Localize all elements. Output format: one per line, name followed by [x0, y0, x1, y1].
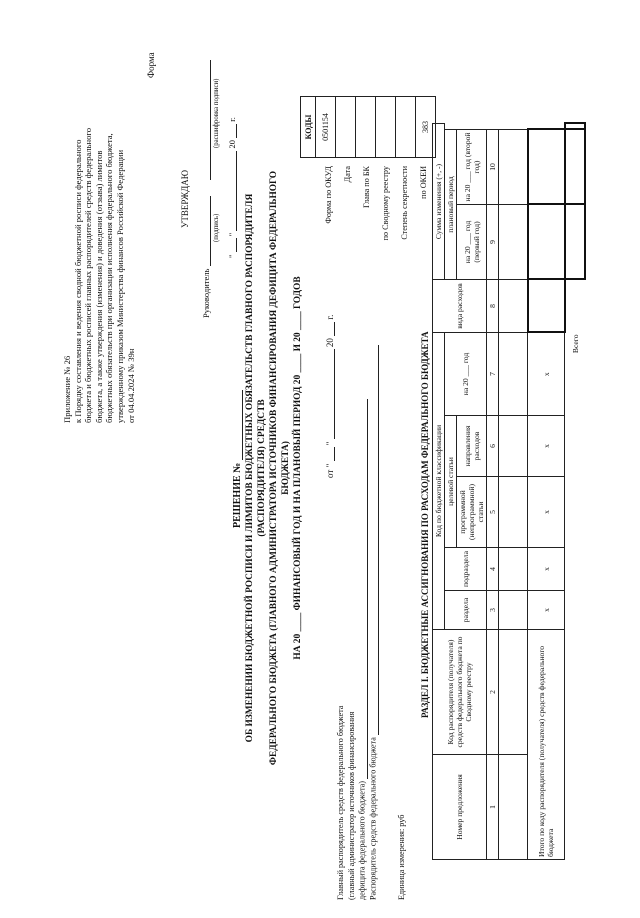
appendix-block: [62, 31, 136, 423]
decision-number: [232, 390, 243, 528]
col-first-year: на 20 ___ год (первый год): [457, 205, 487, 280]
total-label: Итого по коду распорядителя (получателя) средств федерального бюджета: [528, 630, 565, 860]
col-expense-kind: вида расходов: [433, 280, 487, 333]
spacer: [379, 345, 397, 900]
date-year: 20: [325, 338, 335, 348]
title-line: ФЕДЕРАЛЬНОГО БЮДЖЕТА (ГЛАВНОГО АДМИНИСТРАТОРА ИСТОЧНИКОВ ФИНАНСИРОВАНИЯ ДЕФИЦИТА ФЕДЕРАЛЬНОГО БЮДЖЕТА): [269, 170, 291, 766]
code-value[interactable]: [336, 97, 356, 158]
approval-title: УТВЕРЖДАЮ: [180, 169, 190, 228]
section-title: РАЗДЕЛ I. БЮДЖЕТНЫЕ АССИГНОВАНИЯ ПО РАСХОДАМ ФЕДЕРАЛЬНОГО БЮДЖЕТА: [420, 331, 430, 718]
col-num: 6: [487, 416, 499, 477]
col-num: 2: [487, 630, 499, 755]
appendix-line: утвержденному приказом Министерства финансов Российской Федерации: [114, 149, 125, 423]
col-proposal-number: Номер предложения: [433, 755, 487, 860]
cell[interactable]: [499, 416, 528, 477]
form-label: Форма: [146, 52, 156, 78]
code-value[interactable]: [396, 97, 416, 158]
signature-caption: (подпись): [213, 213, 220, 242]
total-second[interactable]: [528, 130, 565, 205]
col-second-year: на 20 ___ год (второй год): [457, 130, 487, 205]
year-line: [324, 322, 335, 336]
appendix-line: бюджета, а также утверждения (изменения) и доведения (отзыва) лимитов: [93, 150, 104, 423]
column-numbers-row: [487, 124, 499, 860]
name-caption: (расшифровка подписи): [213, 78, 220, 148]
code-label: по Сводному реестру: [381, 166, 390, 241]
grand-total-second[interactable]: [565, 124, 586, 130]
date-quote: ": [325, 441, 335, 446]
code-value[interactable]: [356, 97, 376, 158]
code-label: Форма по ОКУД: [324, 166, 333, 224]
month-line: [226, 151, 237, 231]
col-recipient-code: Код распорядителя (получателя) средств федерального бюджета по Сводному реестру: [433, 630, 487, 755]
unit-label: Единица измерения: руб: [397, 814, 407, 900]
codes-table: [300, 96, 436, 158]
cell[interactable]: [499, 755, 528, 860]
col-num: 1: [487, 755, 499, 860]
appendix-line: к Порядку составления и ведения сводной бюджетной росписи федерального: [72, 139, 83, 423]
code-label: по ОКЕИ: [419, 166, 428, 199]
budget-table: [432, 123, 586, 861]
x-mark: x: [528, 416, 565, 477]
appendix-line: бюджета и бюджетных росписей главных распорядителей средств федерального: [83, 127, 94, 423]
total-row: [528, 124, 565, 860]
requisite-label: (главный администратор источников финансирования: [346, 711, 356, 900]
col-subsection: подраздела: [445, 548, 487, 591]
cell[interactable]: [499, 630, 528, 755]
grand-total-label: Всего: [570, 334, 580, 354]
col-change-sum: Сумма изменения (+, -): [433, 124, 445, 280]
grand-total-row: [565, 124, 586, 860]
grand-total-first[interactable]: [565, 130, 586, 205]
date-quote: ": [227, 232, 237, 237]
requisite-line: [357, 399, 368, 779]
grand-total-year[interactable]: [565, 205, 586, 280]
day-line: [324, 448, 335, 462]
name-line: [200, 60, 211, 180]
head-label: Руководитель: [201, 268, 211, 318]
col-num: 10: [487, 130, 499, 205]
col-num: 9: [487, 205, 499, 280]
col-direction: направления расходов: [457, 416, 487, 477]
x-mark: x: [528, 477, 565, 548]
col-section: раздела: [445, 591, 487, 630]
requisite-label-row: [368, 345, 379, 900]
approval-date: [226, 117, 237, 258]
col-num: 4: [487, 548, 499, 591]
col-num: 8: [487, 280, 499, 333]
col-num: 7: [487, 333, 499, 416]
col-program: программной (непрограммной) статьи: [457, 477, 487, 548]
col-num: 3: [487, 591, 499, 630]
day-line: [226, 238, 237, 252]
cell[interactable]: [499, 205, 528, 280]
table-row: [499, 124, 528, 860]
requisite-line: [368, 345, 379, 735]
col-plan-period: плановый период: [445, 130, 457, 280]
document-title: [244, 168, 304, 768]
requisite-label: дефицита федерального бюджета): [357, 781, 367, 900]
decision-number-line: [232, 390, 243, 460]
appendix-line: от 04.04.2024 № 39н: [125, 348, 136, 423]
year-line: [226, 124, 237, 138]
x-mark: x: [528, 591, 565, 630]
appendix-line: бюджетных обязательств при организации исполнения федерального бюджета,: [104, 133, 115, 423]
code-label: Степень секретности: [400, 166, 409, 240]
cell[interactable]: [499, 548, 528, 591]
cell[interactable]: [499, 130, 528, 205]
date-quote: ": [227, 254, 237, 258]
decision-label: РЕШЕНИЕ №: [232, 462, 243, 528]
requisite-label-row: [357, 345, 368, 900]
title-line: НА 20 ____ ФИНАНСОВЫЙ ГОД И НА ПЛАНОВЫЙ ПЕРИОД 20 ____ И 20 ____ ГОДОВ: [293, 276, 303, 660]
month-line: [324, 349, 335, 439]
code-label: Дата: [343, 166, 352, 183]
appendix-line: Приложение № 26: [62, 355, 72, 423]
codes-header: КОДЫ: [301, 97, 316, 158]
approval-signature-row: [200, 60, 211, 318]
requisite-label: Распорядитель средств федерального бюджета: [368, 737, 378, 900]
code-label: Глава по БК: [362, 166, 371, 208]
code-value[interactable]: 383: [416, 97, 436, 158]
date-suffix: г.: [227, 117, 237, 122]
spacer: [565, 280, 586, 333]
code-value[interactable]: 0501154: [316, 97, 336, 158]
cell[interactable]: [499, 591, 528, 630]
requisites-labels: [336, 345, 408, 900]
code-value[interactable]: [376, 97, 396, 158]
total-first[interactable]: [528, 205, 565, 280]
codes-labels: [305, 166, 433, 306]
requisite-label: Главный распорядитель средств федерального бюджета: [336, 705, 345, 900]
decision-date: [324, 315, 335, 478]
col-bk-code: Код по бюджетной классификации: [433, 333, 445, 630]
date-prefix: от ": [325, 463, 335, 478]
spacer: [305, 166, 319, 306]
title-line: ОБ ИЗМЕНЕНИИ БЮДЖЕТНОЙ РОСПИСИ И ЛИМИТОВ БЮДЖЕТНЫХ ОБЯЗАТЕЛЬСТВ ГЛАВНОГО РАСПОРЯДИТЕЛЯ (РАСПОРЯДИТЕЛЯ) СРЕДСТВ: [245, 193, 267, 743]
x-mark: x: [528, 548, 565, 591]
cell[interactable]: [499, 477, 528, 548]
cell[interactable]: [499, 333, 528, 416]
signature-line: [200, 197, 211, 267]
col-year: на 20 ___ год: [445, 333, 487, 416]
date-suffix: г.: [325, 314, 335, 320]
date-year: 20: [227, 140, 237, 149]
total-year[interactable]: [528, 280, 565, 333]
x-mark: x: [528, 333, 565, 416]
col-target: целевой статьи: [445, 416, 457, 548]
cell[interactable]: [499, 280, 528, 333]
col-num: 5: [487, 477, 499, 548]
